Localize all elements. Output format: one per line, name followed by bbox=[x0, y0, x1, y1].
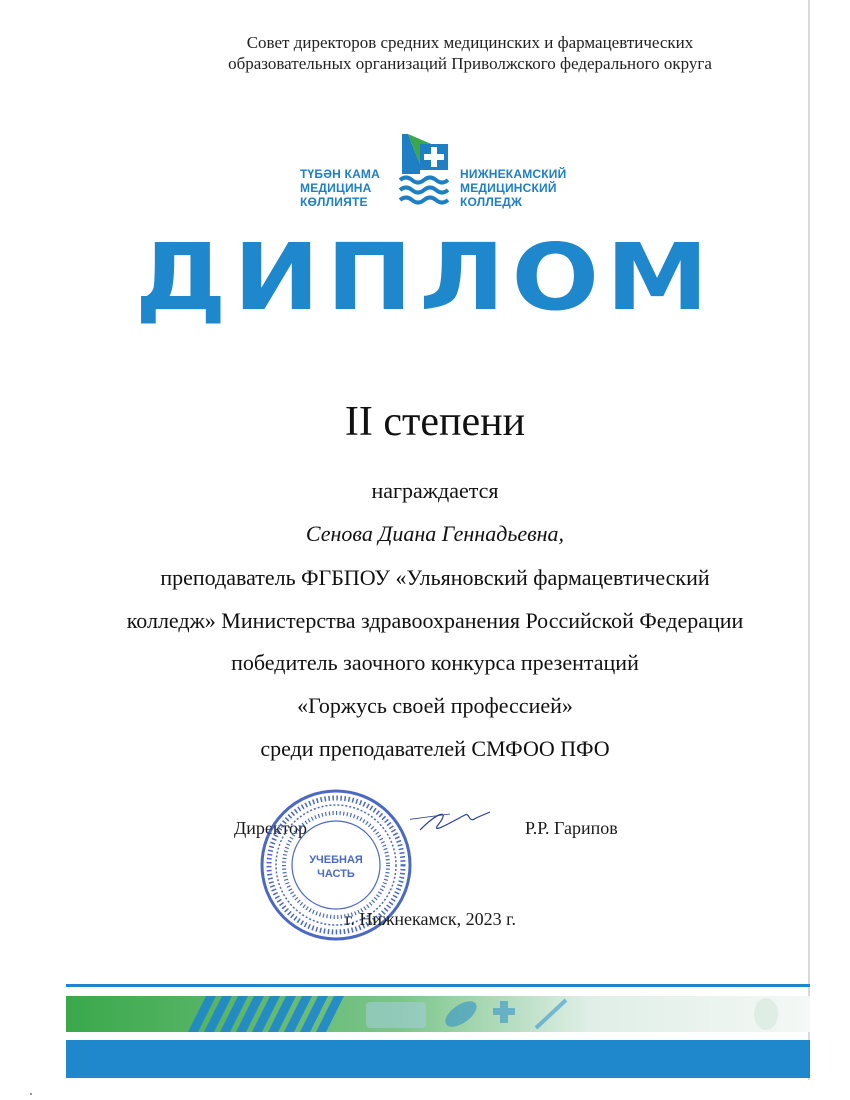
place-date: г. Нижнекамск, 2023 г. bbox=[345, 909, 516, 929]
diploma-degree: II степени bbox=[344, 399, 526, 445]
header-line-1: Совет директоров средних медицинских и фармацевтических bbox=[246, 33, 694, 52]
recipient-name: Сенова Диана Геннадьевна, bbox=[305, 521, 565, 546]
body-line: преподаватель ФГБПОУ «Ульяновский фармацевтический bbox=[160, 565, 710, 590]
logo-tatar-name bbox=[300, 167, 380, 209]
body-line: среди преподавателей СМФОО ПФО bbox=[260, 736, 610, 761]
decorative-footer-band bbox=[66, 984, 810, 1078]
medical-cross-wave-icon bbox=[398, 130, 452, 208]
body-line: победитель заочного конкурса презентаций bbox=[231, 650, 639, 675]
logo-russian-line: МЕДИЦИНСКИЙ bbox=[460, 181, 557, 195]
director-label: Директор bbox=[234, 818, 308, 838]
stamp-text: УЧЕБНАЯ bbox=[309, 854, 363, 866]
stamp-text: ЧАСТЬ bbox=[317, 868, 355, 880]
scan-artifact bbox=[30, 1093, 32, 1095]
director-name: Р.Р. Гарипов bbox=[525, 818, 618, 838]
logo-tatar-line: ТҮБӘН КАМА bbox=[300, 167, 380, 181]
logo-russian-line: КОЛЛЕДЖ bbox=[460, 195, 522, 209]
contest-name: «Горжусь своей профессией» bbox=[297, 693, 573, 718]
logo-russian-name bbox=[460, 167, 566, 209]
logo-russian-line: НИЖНЕКАМСКИЙ bbox=[460, 167, 567, 181]
diploma-title: ДИПЛОМ bbox=[134, 224, 716, 331]
college-logo bbox=[290, 130, 590, 210]
header-line-2: образовательных организаций Приволжского федерального округа bbox=[228, 54, 712, 73]
issuer-header bbox=[100, 32, 840, 74]
logo-tatar-line: КӨЛЛИЯТЕ bbox=[300, 195, 368, 209]
body-line: колледж» Министерства здравоохранения Российской Федерации bbox=[126, 608, 744, 633]
director-signature bbox=[410, 800, 500, 840]
awarded-label: награждается bbox=[371, 478, 499, 503]
logo-tatar-line: МЕДИЦИНА bbox=[300, 181, 372, 195]
